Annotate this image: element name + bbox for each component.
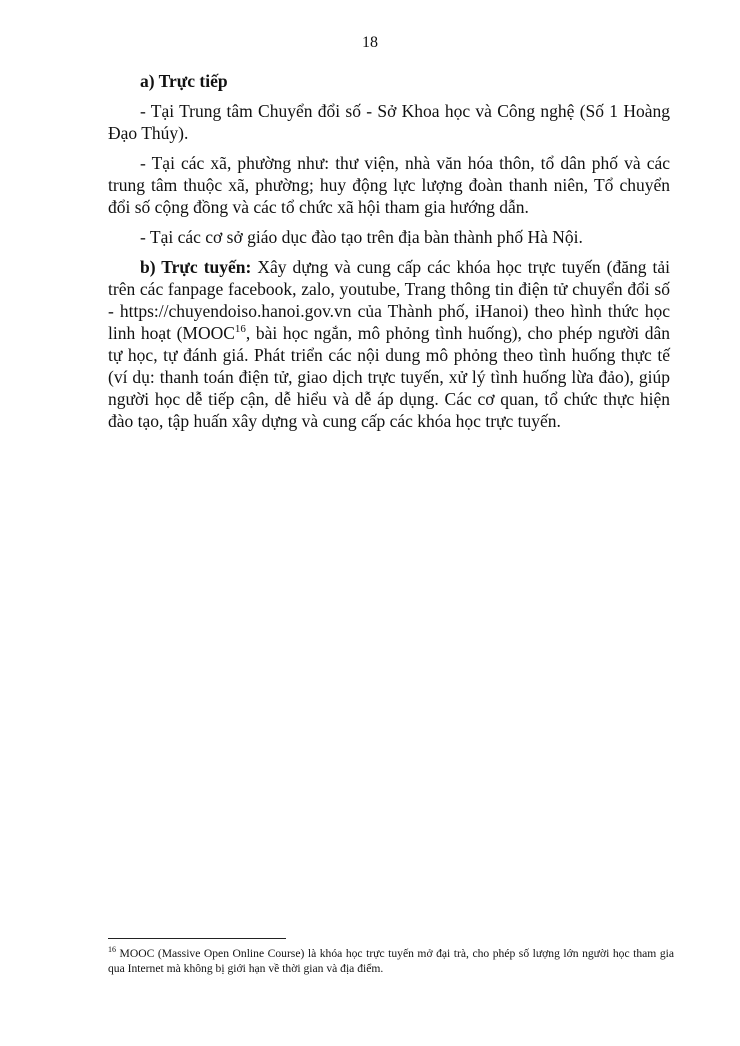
footnote: [108, 946, 674, 976]
footnote-text: MOOC (Massive Open Online Course) là khóa học trực tuyến mở đại trà, cho phép số lượng lớn người học tham gia qua Internet mà không bị giới hạn về thời gian và địa điểm.: [108, 947, 674, 975]
section-b-heading: b) Trực tuyến:: [140, 257, 252, 277]
page-number: 18: [362, 34, 378, 51]
section-a-item-2: - Tại các xã, phường như: thư viện, nhà văn hóa thôn, tổ dân phố và các trung tâm thuộc xã, phường; huy động lực lượng đoàn thanh niên, Tổ chuyển đổi số cộng đồng và các tổ chức xã hội tham gia hướng dẫn.: [108, 153, 670, 217]
page-body: [108, 70, 670, 440]
footnote-separator: [108, 938, 286, 939]
footnote-reference[interactable]: 16: [234, 323, 246, 336]
section-b-text-part-2: , bài học ngắn, mô phỏng tình huống), cho phép người dân tự học, tự đánh giá. Phát triển các nội dung mô phỏng theo tình huống thực tế (ví dụ: thanh toán điện tử, giao dịch trực tuyến, xử lý tình huống lừa đảo), giúp người học dễ tiếp cận, dễ hiểu và dễ áp dụng. Các cơ quan, tổ chức thực hiện đào tạo, tập huấn xây dựng và cung cấp các khóa học trực tuyến.: [108, 323, 670, 431]
section-a-item-1: - Tại Trung tâm Chuyển đổi số - Sở Khoa học và Công nghệ (Số 1 Hoàng Đạo Thúy).: [108, 101, 670, 143]
section-b-text-part-1: Xây dựng và cung cấp các khóa học trực tuyến (đăng tải trên các fanpage facebook, zalo, youtube, Trang thông tin điện tử chuyển đổi số - https://chuyendoiso.hanoi.gov.vn của Thành phố, iHanoi) theo hình thức học linh hoạt (MOOC: [108, 257, 670, 343]
footnote-number: 16: [108, 945, 116, 955]
section-a-heading: a) Trực tiếp: [140, 71, 228, 91]
section-a-item-3: - Tại các cơ sở giáo dục đào tạo trên địa bàn thành phố Hà Nội.: [140, 227, 583, 247]
section-b-paragraph: [108, 256, 670, 432]
